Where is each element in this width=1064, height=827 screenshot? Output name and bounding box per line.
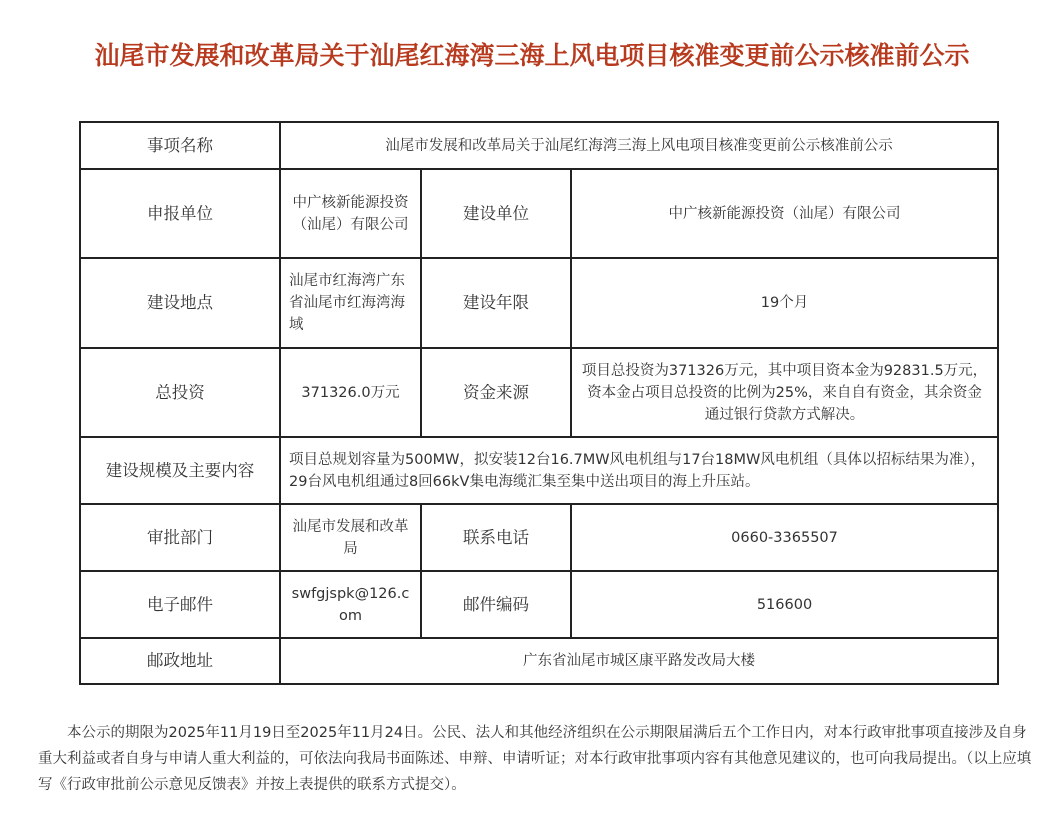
scale-label: 建设规模及主要内容 (80, 437, 280, 504)
address-value: 广东省汕尾市城区康平路发改局大楼 (280, 638, 998, 684)
table-row-scale (80, 437, 998, 504)
table-row-email (80, 571, 998, 638)
applicant-label: 申报单位 (80, 169, 280, 258)
location-label: 建设地点 (80, 258, 280, 348)
notice-paragraph (38, 720, 1038, 798)
notice-text: 本公示的期限为2025年11月19日至2025年11月24日。公民、法人和其他经济组织在公示期限届满后五个工作日内，对本行政审批事项直接涉及自身重大利益或者自身与申请人重大利益的，可依法向我局书面陈述、申辩、申请听证；对本行政审批事项内容有其他意见建议的，也可向我局提出。（以上应填写《行政审批前公示意见反馈表》并按上表提供的联系方式提交）。 (38, 725, 1032, 793)
builder-label: 建设单位 (421, 169, 571, 258)
dept-value: 汕尾市发展和改革局 (280, 504, 421, 571)
table-row-investment (80, 348, 998, 437)
investment-label: 总投资 (80, 348, 280, 437)
dept-label: 审批部门 (80, 504, 280, 571)
table-row-location (80, 258, 998, 348)
page-title: 汕尾市发展和改革局关于汕尾红海湾三海上风电项目核准变更前公示核准前公示 (94, 41, 970, 70)
phone-value: 0660-3365507 (571, 504, 998, 571)
table-row-address (80, 638, 998, 684)
item-name-value: 汕尾市发展和改革局关于汕尾红海湾三海上风电项目核准变更前公示核准前公示 (280, 122, 998, 169)
email-value: swfgjspk@126.com (280, 571, 421, 638)
postcode-label: 邮件编码 (421, 571, 571, 638)
duration-label: 建设年限 (421, 258, 571, 348)
table-row-dept (80, 504, 998, 571)
address-label: 邮政地址 (80, 638, 280, 684)
item-name-label: 事项名称 (80, 122, 280, 169)
info-table (79, 121, 999, 685)
postcode-value: 516600 (571, 571, 998, 638)
location-value: 汕尾市红海湾广东省汕尾市红海湾海域 (280, 258, 421, 348)
scale-value: 项目总规划容量为500MW，拟安装12台16.7MW风电机组与17台18MW风电机组（具体以招标结果为准），29台风电机组通过8回66kV集电海缆汇集至集中送出项目的海上升压站。 (280, 437, 998, 504)
applicant-value: 中广核新能源投资（汕尾）有限公司 (280, 169, 421, 258)
funding-value: 项目总投资为371326万元，其中项目资本金为92831.5万元，资本金占项目总投资的比例为25%，来自自有资金，其余资金通过银行贷款方式解决。 (571, 348, 998, 437)
investment-value: 371326.0万元 (280, 348, 421, 437)
table-row-applicant (80, 169, 998, 258)
duration-value: 19个月 (571, 258, 998, 348)
phone-label: 联系电话 (421, 504, 571, 571)
table-row-item-name (80, 122, 998, 169)
funding-label: 资金来源 (421, 348, 571, 437)
builder-value: 中广核新能源投资（汕尾）有限公司 (571, 169, 998, 258)
email-label: 电子邮件 (80, 571, 280, 638)
